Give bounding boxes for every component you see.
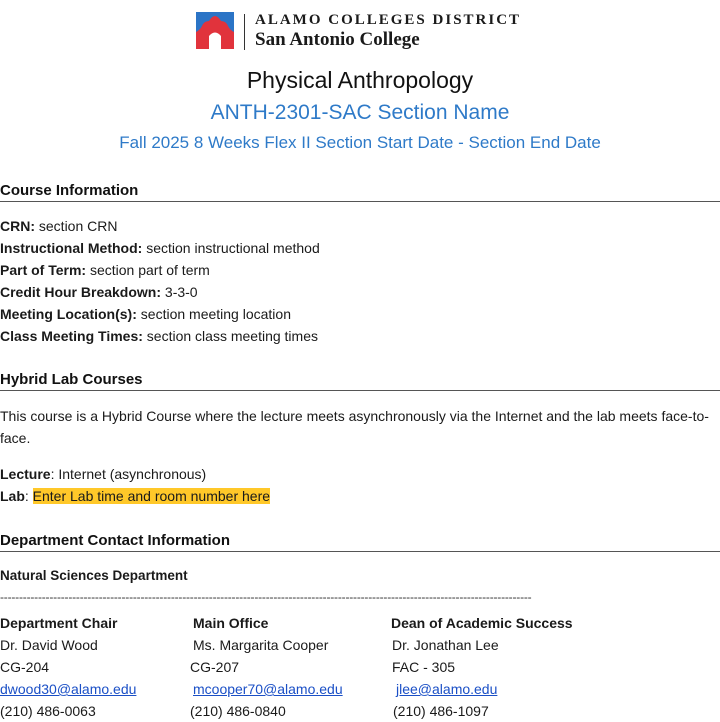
section-name: ANTH-2301-SAC Section Name <box>210 101 510 124</box>
lab-value-placeholder: Enter Lab time and room number here <box>32 488 271 504</box>
part-of-term-value: section part of term <box>89 262 210 278</box>
contact-email-link[interactable]: mcooper70@alamo.edu <box>193 681 343 697</box>
contact-room: CG-204 <box>0 659 50 675</box>
contact-phone: (210) 486-0063 <box>0 703 96 719</box>
alamo-mission-icon <box>196 12 234 49</box>
hybrid-heading: Hybrid Lab Courses <box>0 371 720 391</box>
credit-hours-value: 3-3-0 <box>164 284 198 300</box>
crn-label: CRN: <box>0 218 35 234</box>
part-of-term-label: Part of Term: <box>0 262 87 278</box>
contact-dean <box>391 612 573 722</box>
contact-room: FAC - 305 <box>392 659 456 675</box>
instructional-method-line <box>0 240 320 256</box>
contact-phone: (210) 486-1097 <box>393 703 489 719</box>
course-title: Physical Anthropology <box>246 67 474 93</box>
meeting-times-line <box>0 328 318 344</box>
meeting-location-value: section meeting location <box>140 306 291 322</box>
instructional-method-value: section instructional method <box>146 240 320 256</box>
part-of-term-line <box>0 262 210 278</box>
contact-room: CG-207 <box>190 659 240 675</box>
logo-district-name: ALAMO COLLEGES DISTRICT <box>255 12 522 28</box>
credit-hours-line <box>0 284 198 300</box>
meeting-times-value: section class meeting times <box>146 328 318 344</box>
crn-line <box>0 218 117 234</box>
course-info-heading: Course Information <box>0 182 720 202</box>
lab-separator: : <box>24 488 33 504</box>
college-logo <box>196 12 526 52</box>
credit-hours-label: Credit Hour Breakdown: <box>0 284 162 300</box>
crn-value: section CRN <box>38 218 118 234</box>
lecture-label: Lecture <box>0 466 51 482</box>
contact-name: Ms. Margarita Cooper <box>193 637 329 653</box>
contact-name: Dr. David Wood <box>0 637 98 653</box>
contact-name: Dr. Jonathan Lee <box>392 637 499 653</box>
lab-line <box>0 488 270 504</box>
hybrid-description: This course is a Hybrid Course where the lecture meets asynchronously via the Internet and the lab meets face-to-face. <box>0 408 709 446</box>
term-dates: Fall 2025 8 Weeks Flex II Section Start Date - Section End Date <box>119 133 601 152</box>
lab-label: Lab <box>0 488 25 504</box>
contact-email-link[interactable]: jlee@alamo.edu <box>396 681 498 697</box>
contact-phone: (210) 486-0840 <box>190 703 286 719</box>
dashed-separator: -------------------------------------------------------------------------------------------------------------------------------------------- <box>0 590 532 604</box>
meeting-location-line <box>0 306 291 322</box>
meeting-times-label: Class Meeting Times: <box>0 328 143 344</box>
lecture-value: : Internet (asynchronous) <box>50 466 207 482</box>
contact-email-link[interactable]: dwood30@alamo.edu <box>0 681 137 697</box>
contact-main-office <box>190 612 343 722</box>
contact-title: Department Chair <box>0 615 118 631</box>
instructional-method-label: Instructional Method: <box>0 240 143 256</box>
contact-title: Dean of Academic Success <box>391 615 573 631</box>
meeting-location-label: Meeting Location(s): <box>0 306 137 322</box>
logo-divider <box>244 14 245 50</box>
department-heading: Department Contact Information <box>0 532 720 552</box>
contact-department-chair <box>0 612 136 722</box>
logo-college-name: San Antonio College <box>255 29 420 50</box>
department-name: Natural Sciences Department <box>0 568 188 583</box>
contact-title: Main Office <box>193 615 269 631</box>
lecture-line <box>0 466 206 482</box>
